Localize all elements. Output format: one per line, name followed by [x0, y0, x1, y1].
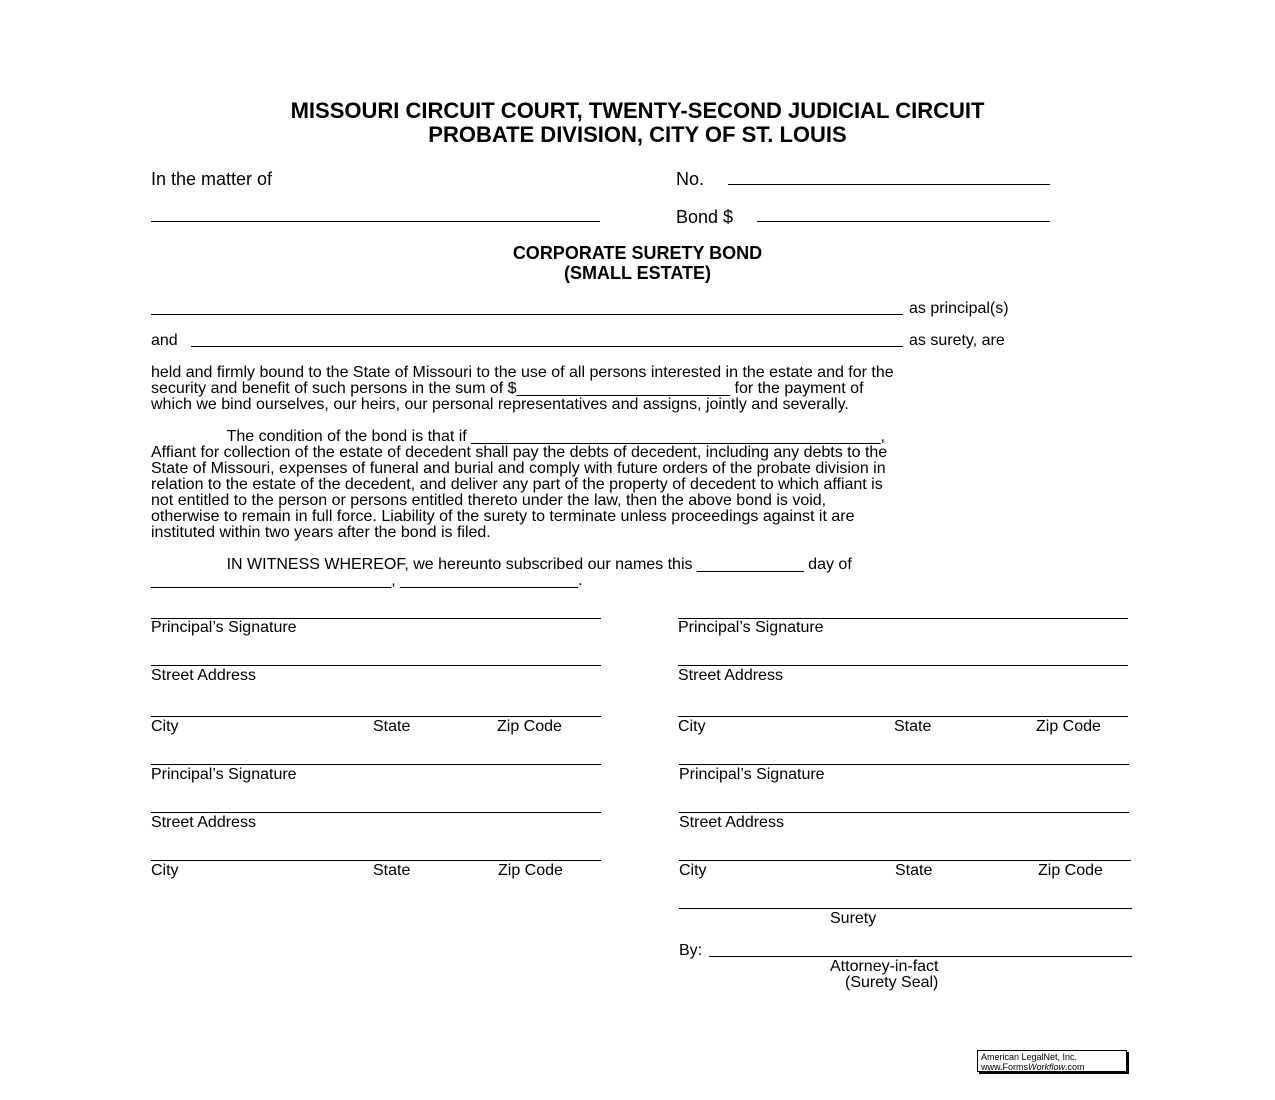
city-label: City: [678, 718, 706, 735]
bond-title: CORPORATE SURETY BOND: [512, 243, 763, 263]
paragraph-line: otherwise to remain in full force. Liability of the surety to terminate unless proceedings against it are: [151, 508, 855, 525]
witness-line: IN WITNESS WHEREOF, we hereunto subscribed our names this ____________ day of: [151, 556, 852, 573]
attorney-in-fact-label: Attorney-in-fact: [830, 958, 939, 975]
zip-code-label: Zip Code: [1038, 862, 1103, 879]
principal-signature-label: Principal’s Signature: [151, 619, 297, 636]
attorney-in-fact-line[interactable]: [709, 956, 1132, 957]
street-address-line[interactable]: [151, 665, 601, 666]
street-address-label: Street Address: [678, 667, 783, 684]
paragraph-line: not entitled to the person or persons entitled thereto under the law, then the above bond is void,: [151, 492, 827, 509]
stamp-website: [981, 1062, 1123, 1072]
bond-amount-label: Bond $: [676, 207, 734, 227]
city-state-zip-line[interactable]: [151, 860, 601, 861]
paragraph-line: State of Missouri, expenses of funeral and burial and comply with future orders of the probate division in: [151, 460, 886, 477]
bond-amount-field[interactable]: [757, 221, 1050, 222]
paragraph-line: relation to the estate of the decedent, and deliver any part of the property of decedent to which affiant is: [151, 476, 883, 493]
surety-label: Surety: [830, 910, 877, 927]
surety-signature-line[interactable]: [679, 908, 1132, 909]
city-state-zip-line[interactable]: [679, 860, 1131, 861]
state-label: State: [373, 718, 411, 735]
witness-date-line: ___________________________, ____________________.: [151, 572, 583, 589]
city-label: City: [679, 862, 707, 879]
zip-code-label: Zip Code: [1036, 718, 1101, 735]
principal-signature-label: Principal’s Signature: [679, 766, 825, 783]
matter-label: In the matter of: [151, 169, 273, 189]
state-label: State: [373, 862, 411, 879]
principal-signature-label: Principal’s Signature: [151, 766, 297, 783]
street-address-line[interactable]: [678, 665, 1128, 666]
paragraph-line: Affiant for collection of the estate of decedent shall pay the debts of decedent, including any debts to the: [151, 444, 888, 461]
principal-signature-line[interactable]: [679, 764, 1129, 765]
surety-name-field[interactable]: [191, 346, 903, 347]
case-number-label: No.: [676, 169, 705, 189]
street-address-label: Street Address: [151, 667, 256, 684]
bond-obligation-paragraph: [151, 365, 1131, 413]
bond-subtitle: (SMALL ESTATE): [564, 263, 711, 283]
city-label: City: [151, 718, 179, 735]
stamp-website-prefix: www.Forms: [981, 1062, 1028, 1072]
principal-name-field[interactable]: [151, 314, 903, 315]
and-label: and: [151, 332, 178, 349]
street-address-line[interactable]: [679, 812, 1129, 813]
paragraph-line: which we bind ourselves, our heirs, our personal representatives and assigns, jointly and severally.: [151, 396, 849, 413]
city-state-zip-line[interactable]: [151, 716, 601, 717]
witness-paragraph: [151, 557, 1131, 589]
paragraph-line: security and benefit of such persons in the sum of $________________________ for the payment of: [151, 380, 864, 397]
bond-condition-paragraph: [151, 429, 1131, 541]
court-division: PROBATE DIVISION, CITY OF ST. LOUIS: [428, 122, 847, 147]
by-label: By:: [679, 942, 703, 959]
state-label: State: [894, 718, 932, 735]
paragraph-line: held and firmly bound to the State of Missouri to the use of all persons interested in the estate and for the: [151, 364, 894, 381]
street-address-label: Street Address: [151, 814, 256, 831]
stamp-website-suffix: .com: [1065, 1062, 1085, 1072]
principal-signature-line[interactable]: [151, 764, 601, 765]
principal-signature-label: Principal’s Signature: [678, 619, 824, 636]
zip-code-label: Zip Code: [498, 862, 563, 879]
city-state-zip-line[interactable]: [678, 716, 1128, 717]
zip-code-label: Zip Code: [497, 718, 562, 735]
matter-name-field[interactable]: [151, 221, 600, 222]
principal-suffix: as principal(s): [909, 300, 1009, 317]
publisher-stamp: [977, 1050, 1127, 1072]
street-address-label: Street Address: [679, 814, 784, 831]
stamp-website-italic: Workflow: [1028, 1062, 1066, 1072]
case-number-field[interactable]: [728, 184, 1050, 185]
city-label: City: [151, 862, 179, 879]
street-address-line[interactable]: [151, 812, 601, 813]
court-title: MISSOURI CIRCUIT COURT, TWENTY-SECOND JUDICIAL CIRCUIT: [290, 98, 985, 123]
stamp-company: American LegalNet, Inc.: [981, 1052, 1078, 1062]
paragraph-line: instituted within two years after the bond is filed.: [151, 524, 491, 541]
state-label: State: [895, 862, 933, 879]
surety-seal-label: (Surety Seal): [845, 974, 939, 991]
surety-suffix: as surety, are: [909, 332, 1005, 349]
paragraph-line: The condition of the bond is that if ______________________________________________,: [151, 428, 885, 445]
